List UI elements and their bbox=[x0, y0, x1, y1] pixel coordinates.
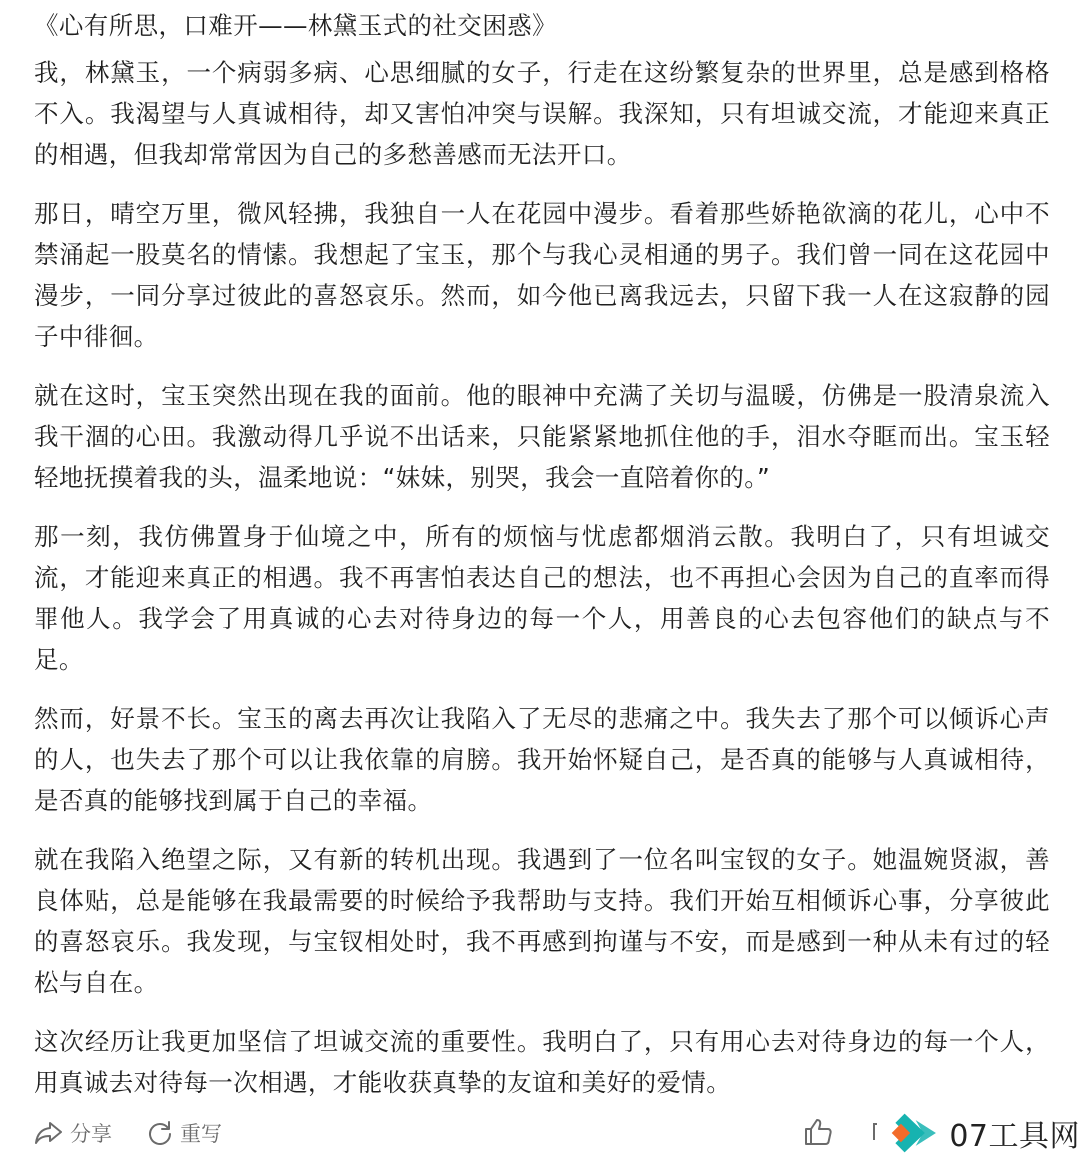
paragraph-3: 就在这时，宝玉突然出现在我的面前。他的眼神中充满了关切与温暖，仿佛是一股清泉流入我干涸的心田。我激动得几乎说不出话来，只能紧紧地抓住他的手，泪水夺眶而出。宝玉轻轻地抚摸着我的头，温柔地说：“妹妹，别哭，我会一直陪着你的。” bbox=[34, 381, 1050, 492]
thumbs-up-icon bbox=[802, 1117, 834, 1147]
refresh-icon bbox=[146, 1119, 174, 1147]
share-label: 分享 bbox=[70, 1122, 112, 1146]
rewrite-button[interactable] bbox=[146, 1118, 222, 1148]
paragraph-6: 就在我陷入绝望之际，又有新的转机出现。我遇到了一位名叫宝钗的女子。她温婉贤淑，善良体贴，总是能够在我最需要的时候给予我帮助与支持。我们开始互相倾诉心事，分享彼此的喜怒哀乐。我发现，与宝钗相处时，我不再感到拘谨与不安，而是感到一种从未有过的轻松与自在。 bbox=[34, 845, 1050, 997]
paragraph-4: 那一刻，我仿佛置身于仙境之中，所有的烦恼与忧虑都烟消云散。我明白了，只有坦诚交流，才能迎来真正的相遇。我不再害怕表达自己的想法，也不再担心会因为自己的直率而得罪他人。我学会了用真诚的心去对待身边的每一个人，用善良的心去包容他们的缺点与不足。 bbox=[34, 522, 1050, 674]
dislike-icon-partial[interactable] bbox=[872, 1122, 878, 1142]
action-bar bbox=[0, 1104, 1080, 1160]
article bbox=[34, 0, 1050, 1121]
watermark-logo-icon bbox=[888, 1110, 943, 1156]
paragraph-5: 然而，好景不长。宝玉的离去再次让我陷入了无尽的悲痛之中。我失去了那个可以倾诉心声的人，也失去了那个可以让我依靠的肩膀。我开始怀疑自己，是否真的能够与人真诚相待，是否真的能够找到属于自己的幸福。 bbox=[34, 704, 1050, 815]
watermark bbox=[888, 1108, 1080, 1158]
rewrite-label: 重写 bbox=[180, 1122, 222, 1146]
article-title: 《心有所思，口难开——林黛玉式的社交困惑》 bbox=[34, 11, 557, 40]
paragraph-2: 那日，晴空万里，微风轻拂，我独自一人在花园中漫步。看着那些娇艳欲滴的花儿，心中不禁涌起一股莫名的情愫。我想起了宝玉，那个与我心灵相通的男子。我们曾一同在这花园中漫步，一同分享过彼此的喜怒哀乐。然而，如今他已离我远去，只留下我一人在这寂静的园子中徘徊。 bbox=[34, 199, 1050, 351]
paragraph-7: 这次经历让我更加坚信了坦诚交流的重要性。我明白了，只有用心去对待身边的每一个人，用真诚去对待每一次相遇，才能收获真挚的友谊和美好的爱情。 bbox=[34, 1027, 1050, 1097]
watermark-text: 07工具网 bbox=[949, 1119, 1080, 1154]
share-icon bbox=[34, 1120, 64, 1146]
like-button[interactable] bbox=[802, 1117, 834, 1151]
paragraph-1: 我，林黛玉，一个病弱多病、心思细腻的女子，行走在这纷繁复杂的世界里，总是感到格格不入。我渴望与人真诚相待，却又害怕冲突与误解。我深知，只有坦诚交流，才能迎来真正的相遇，但我却常常因为自己的多愁善感而无法开口。 bbox=[34, 58, 1050, 169]
share-button[interactable] bbox=[34, 1118, 112, 1148]
